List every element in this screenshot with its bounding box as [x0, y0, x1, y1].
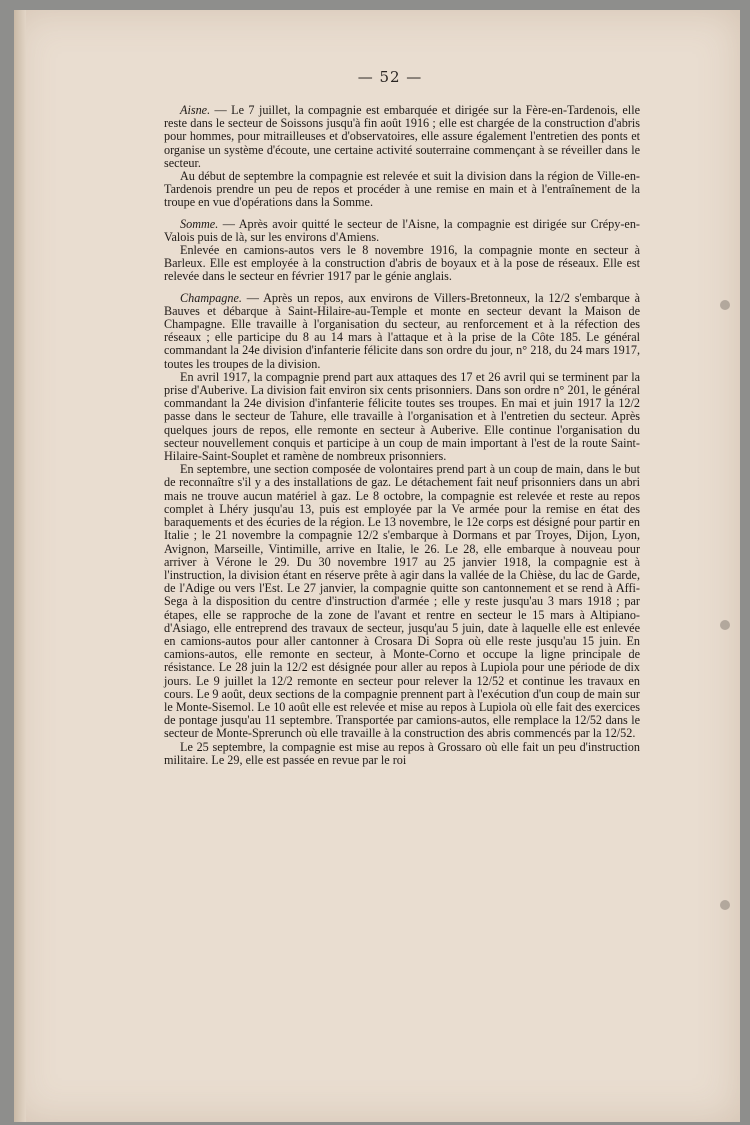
binding-hole [720, 300, 730, 310]
page-number: — 52 — [357, 68, 423, 86]
section-heading: Somme. [180, 216, 219, 231]
paragraph-text: En avril 1917, la compagnie prend part aux attaques des 17 et 26 avril qui se terminent par la prise d'Auberive. La division fait environ six cents prisonniers. Dans son ordre n° 201, le général commandant la 24e division d'infanterie félicite toutes ses troupes. En mai et juin 1917 la 12/2 passe dans le secteur de Tahure, elle travaille à l'organisation et à l'entretien du secteur. Après quelques jours de repos, elle remonte en secteur à Auberive. Elle continue l'organisation du secteur nouvellement conquis et participe à un coup de main important à l'est de la route Saint-Hilaire-Saint-Souplet et ramène de nombreux prisonniers. [164, 369, 640, 464]
paragraph-aisne [164, 104, 640, 170]
paragraph-text: Le 25 septembre, la compagnie est mise au repos à Grossaro où elle fait un peu d'instruction militaire. Le 29, elle est passée en revue par le roi [164, 739, 640, 767]
binding-hole [720, 900, 730, 910]
paragraph-text: — Le 7 juillet, la compagnie est embarquée et dirigée sur la Fère-en-Tardenois, elle reste dans le secteur de Soissons jusqu'à fin août 1916 ; elle est chargée de la construction d'abris pour hommes, pour mitrailleuses et d'observatoires, elle assure également l'entretien des ponts et organise un système d'écoute, une certaine activité souterraine commençant à se réveiller dans le secteur. [164, 103, 640, 170]
binding-hole [720, 620, 730, 630]
paragraph [164, 371, 640, 463]
paragraph [164, 244, 640, 284]
paragraph-text: — Après avoir quitté le secteur de l'Aisne, la compagnie est dirigée sur Crépy-en-Valois puis de là, sur les environs d'Amiens. [164, 216, 640, 244]
paragraph [164, 170, 640, 210]
paragraph [164, 463, 640, 740]
paragraph-text: Enlevée en camions-autos vers le 8 novembre 1916, la compagnie monte en secteur à Barleux. Elle est employée à la construction d'abris de boyaux et à la pose de réseaux. Elle est relevée dans le secteur en février 1917 par le génie anglais. [164, 243, 640, 284]
paragraph [164, 741, 640, 767]
section-heading: Aisne. [180, 103, 211, 117]
page-binding-edge [14, 10, 26, 1122]
paragraph-champagne [164, 292, 640, 371]
paragraph-text: — Après un repos, aux environs de Villers-Bretonneux, la 12/2 s'embarque à Bauves et débarque à Saint-Hilaire-au-Temple et monte en secteur devant la Maison de Champagne. Elle travaille à l'organisation du secteur, au renforcement et à la réfection des réseaux ; elle participe du 8 au 14 mars à l'attaque et à la prise de la Côte 185. Le général commandant la 24e division d'infanterie félicite dans son ordre du jour, n° 218, du 24 mars 1917, toutes les troupes de la division. [164, 290, 640, 371]
paragraph-text: En septembre, une section composée de volontaires prend part à un coup de main, dans le but de reconnaître s'il y a des installations de gaz. Le détachement fait neuf prisonniers dans un abri mais ne trouve aucun matériel à gaz. Le 8 octobre, la compagnie est relevée et reste au repos complet à Lhéry jusqu'au 13, puis est employée par la Ve armée pour la remise en état des baraquements et des écuries de la région. Le 13 novembre, le 12e corps est désigné pour partir en Italie ; le 21 novembre la compagnie 12/2 s'embarque à Dormans et par Troyes, Dijon, Lyon, Avignon, Marseille, Vintimille, arrive en Italie, le 26. Le 28, elle embarque à nouveau pour arriver à Vérone le 29. Du 30 novembre 1917 au 25 janvier 1918, la compagnie est à l'instruction, la division étant en réserve prête à agir dans la vallée de la Chièse, du lac de Garde, de l'Adige ou vers l'Est. Le 27 janvier, la compagnie quitte son cantonnement et se rend à Affi-Sega à la disposition du centre d'instruction d'armée ; elle y reste jusqu'au 3 mars 1918 ; par étapes, elle se rapproche de la zone de l'avant et rentre en secteur le 15 mars à Altipiano-d'Asiago, elle entreprend des travaux de secteur, jusqu'au 5 juin, date à laquelle elle est enlevée en camions-autos pour aller cantonner à Crosara Di Sopra où elle reste jusqu'au 15 juin. En camions-autos, elle remonte en secteur, à Monte-Corno et occupe la ligne principale de résistance. Le 28 juin la 12/2 est désignée pour aller au repos à Lupiola pour une période de dix jours. Le 9 juillet la 12/2 remonte en secteur pour relever la 12/52 et continue les travaux en cours. Le 9 août, deux sections de la compagnie prennent part à l'exécution d'un coup de main sur le Monte-Sisemol. Le 10 août elle est relevée et mise au repos à Lupiola où elle fait des exercices de pontage jusqu'au 11 septembre. Transportée par camions-autos, elle remplace la 12/52 dans le secteur de Monte-Sprerunch où elle travaille à la construction des abris commencés par la 12/52. [164, 462, 640, 741]
section-heading: Champagne. [180, 290, 242, 305]
paragraph-somme [164, 218, 640, 244]
paragraph-text: Au début de septembre la compagnie est relevée et suit la division dans la région de Ville-en-Tardenois prendre un peu de repos et procéder à une remise en main et à l'entraînement de la troupe en vue d'opérations dans la Somme. [164, 169, 640, 210]
document-body [164, 104, 640, 767]
